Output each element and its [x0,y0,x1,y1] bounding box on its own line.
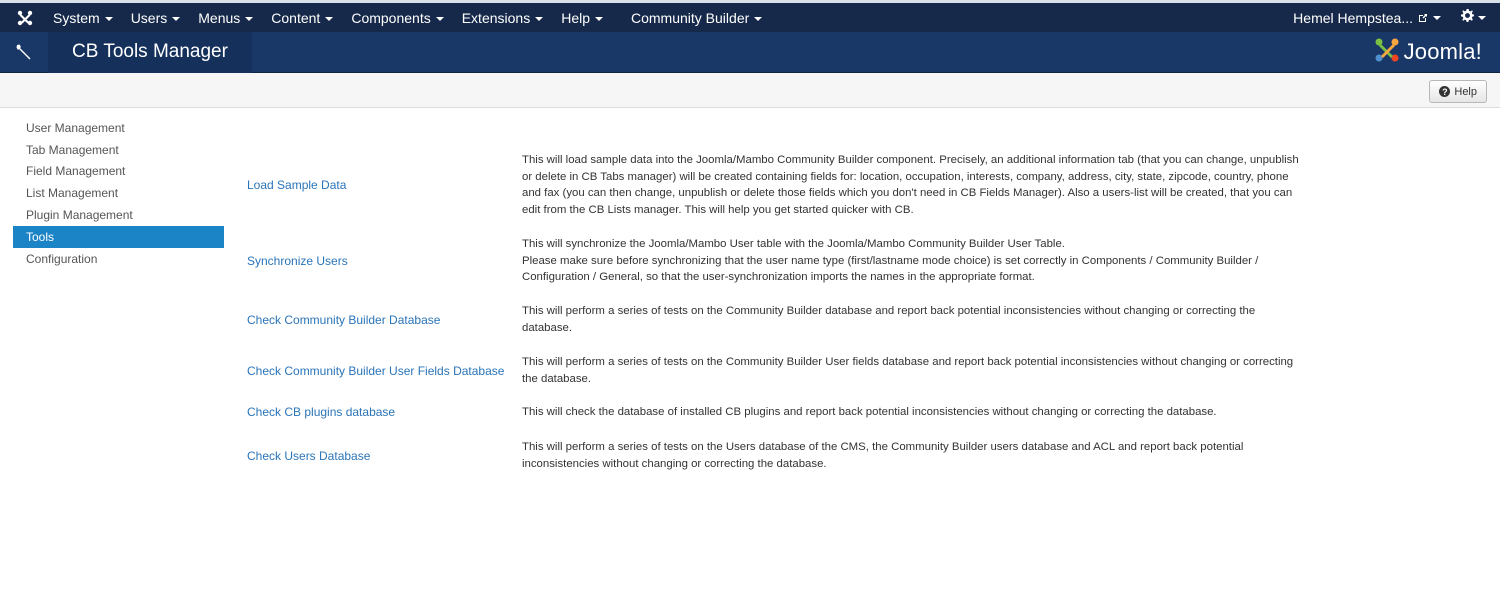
load-sample-data-description: This will load sample data into the Joomla/Mambo Community Builder component. Precisely, an additional information tab (that you can change, unpublish or delete in CB Tabs manager) will be created containing fields for: location, occupation, interests, company, address, city, state, zipcode, country, phone and fax (you can then change, unpublish or delete those fields which you don't need in CB Fields Manager). Also a users-list will be created, that you can edit from the CB Lists manager. This will help you get started quicker with CB. [522,154,1299,216]
check-cb-database-description: This will perform a series of tests on the Community Builder database and report back potential inconsistencies without changing or correcting the database. [522,305,1256,334]
check-users-database-description: This will perform a series of tests on the Users database of the CMS, the Community Builder users database and ACL and report back potential inconsistencies without changing or correcting the database. [522,441,1244,470]
sidebar-item-tab-management[interactable]: Tab Management [26,142,119,157]
top-navbar [0,0,1500,32]
sidebar-item-user-management[interactable]: User Management [26,120,125,135]
caret-down-icon [172,17,180,21]
tool-row-synchronize-users [247,236,1307,286]
menu-extensions[interactable]: Extensions [453,3,552,32]
page-header [0,32,1500,73]
caret-down-icon [535,17,543,21]
settings-menu[interactable] [1449,9,1500,27]
menu-system[interactable]: System [44,3,122,32]
menu-users[interactable]: Users [122,3,190,32]
tool-row-check-cb-database [247,303,1307,336]
caret-down-icon [1433,16,1441,20]
main-menu [44,3,771,32]
synchronize-users-link[interactable]: Synchronize Users [247,253,348,268]
gear-icon [1461,9,1474,27]
tool-row-check-users-database [247,439,1307,472]
navbar-right [1285,3,1500,32]
sidebar-item-tools[interactable]: Tools [13,226,224,248]
menu-content[interactable]: Content [262,3,342,32]
check-cb-plugins-database-link[interactable]: Check CB plugins database [247,405,396,420]
check-cb-user-fields-database-link[interactable]: Check Community Builder User Fields Database [247,363,505,378]
sidebar [13,117,224,270]
sidebar-item-plugin-management[interactable]: Plugin Management [26,208,133,223]
check-cb-user-fields-database-description: This will perform a series of tests on the Community Builder User fields database and report back potential inconsistencies without changing or correcting the database. [522,356,1294,385]
menu-help[interactable]: Help [552,3,612,32]
menu-menus[interactable]: Menus [189,3,262,32]
tool-row-check-cb-user-fields-database [247,354,1307,387]
load-sample-data-link[interactable]: Load Sample Data [247,178,347,192]
caret-down-icon [1478,16,1486,20]
joomla-brand-icon [1374,37,1400,68]
joomla-brand [1374,37,1482,68]
check-cb-database-link[interactable]: Check Community Builder Database [247,312,441,327]
caret-down-icon [754,17,762,21]
brand-text: Joomla! [1403,39,1482,64]
synchronize-users-description: This will synchronize the Joomla/Mambo User table with the Joomla/Mambo Community Builder User Table. Please make sure before synchronizing that the user name type (first/lastname mode choice) is set correctly in Components / Community Builder / Configuration / General, so that the user-synchronization imports the names in the appropriate format. [522,238,1259,283]
external-link-icon [1418,13,1428,23]
caret-down-icon [325,17,333,21]
question-icon: ? [1439,86,1450,97]
toolbar [0,73,1500,108]
help-button[interactable]: ? Help [1429,80,1487,103]
page-title: CB Tools Manager [72,41,228,62]
caret-down-icon [105,17,113,21]
sidebar-item-configuration[interactable]: Configuration [26,251,98,266]
joomla-logo-icon[interactable] [6,3,44,32]
check-cb-plugins-database-description: This will check the database of installed CB plugins and report back potential inconsistencies without changing or correcting the database. [522,406,1217,418]
caret-down-icon [436,17,444,21]
check-users-database-link[interactable]: Check Users Database [247,448,371,463]
title-box [48,32,252,73]
sidebar-item-field-management[interactable]: Field Management [26,164,126,179]
tool-row-check-cb-plugins-database [247,404,1307,421]
user-menu[interactable] [1285,10,1449,26]
sidebar-item-list-management[interactable]: List Management [26,186,119,201]
wrench-icon [0,32,48,73]
caret-down-icon [245,17,253,21]
menu-community-builder[interactable]: Community Builder [622,3,771,32]
caret-down-icon [595,17,603,21]
menu-components[interactable]: Components [342,3,452,32]
tool-row-load-sample-data [247,152,1307,218]
user-name: Hemel Hempstea... [1293,9,1413,26]
